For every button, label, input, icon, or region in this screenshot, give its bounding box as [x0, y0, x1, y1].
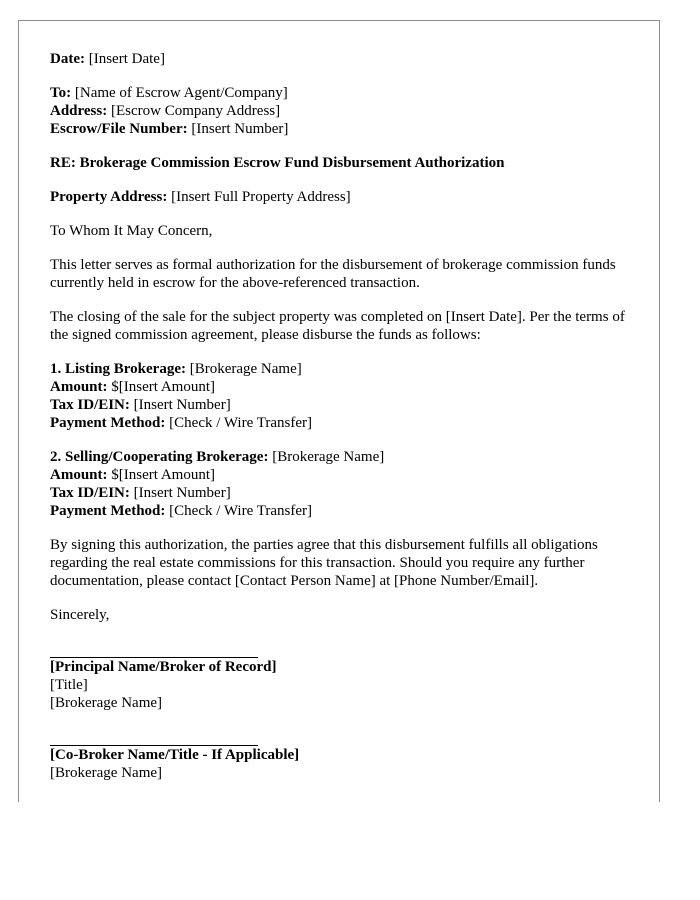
listing-tax-value: [Insert Number]	[133, 397, 231, 413]
listing-brokerage-label: 1. Listing Brokerage:	[50, 361, 186, 377]
paragraph-agreement: By signing this authorization, the parties agree that this disbursement fulfills all obligations regarding the real estate commissions for this transaction. Should you require any further documentation, please contact [Contact Person Name] at [Phone Number/Email].	[50, 537, 598, 589]
selling-amount-label: Amount:	[50, 467, 108, 483]
signature-line	[50, 728, 258, 746]
address-label: Address:	[50, 103, 108, 119]
selling-brokerage-label: 2. Selling/Cooperating Brokerage:	[50, 449, 269, 465]
listing-method-value: [Check / Wire Transfer]	[169, 415, 312, 431]
signature-block-principal	[50, 640, 640, 712]
listing-brokerage-block	[50, 360, 640, 432]
listing-method-line	[50, 414, 640, 432]
property-line	[50, 188, 640, 206]
closing: Sincerely,	[50, 607, 110, 623]
signer-name-text: [Principal Name/Broker of Record]	[50, 659, 277, 675]
recipient-block	[50, 84, 640, 138]
selling-brokerage-line	[50, 448, 640, 466]
to-value: [Name of Escrow Agent/Company]	[74, 85, 288, 101]
selling-amount-value: $[Insert Amount]	[111, 467, 215, 483]
paragraph-closing-details: The closing of the sale for the subject property was completed on [Insert Date]. Per the terms of the signed commission agreement, please disburse the funds as follows:	[50, 309, 625, 343]
co-broker-name	[50, 746, 640, 764]
selling-method-label: Payment Method:	[50, 503, 166, 519]
subject-line	[50, 154, 640, 172]
selling-method-value: [Check / Wire Transfer]	[169, 503, 312, 519]
listing-method-label: Payment Method:	[50, 415, 166, 431]
address-value: [Escrow Company Address]	[110, 103, 281, 119]
signature-line	[50, 640, 258, 658]
letter-page	[18, 20, 660, 802]
to-label: To:	[50, 85, 72, 101]
paragraph-authorization: This letter serves as formal authorization for the disbursement of brokerage commission funds currently held in escrow for the above-referenced transaction.	[50, 257, 616, 291]
co-broker-brokerage: [Brokerage Name]	[50, 765, 163, 781]
listing-tax-line	[50, 396, 640, 414]
letter-body	[50, 50, 640, 798]
property-label: Property Address:	[50, 189, 168, 205]
signature-block-co-broker	[50, 728, 640, 782]
selling-brokerage-block	[50, 448, 640, 520]
listing-amount-value: $[Insert Amount]	[111, 379, 215, 395]
subject-text: RE: Brokerage Commission Escrow Fund Disbursement Authorization	[50, 155, 505, 171]
listing-brokerage-value: [Brokerage Name]	[189, 361, 302, 377]
file-number-line	[50, 120, 640, 138]
signer-name	[50, 658, 640, 676]
date-label: Date:	[50, 51, 85, 67]
date-line	[50, 50, 640, 68]
listing-amount-label: Amount:	[50, 379, 108, 395]
listing-tax-label: Tax ID/EIN:	[50, 397, 130, 413]
to-line	[50, 84, 640, 102]
selling-tax-value: [Insert Number]	[133, 485, 231, 501]
selling-amount-line	[50, 466, 640, 484]
listing-brokerage-line	[50, 360, 640, 378]
listing-amount-line	[50, 378, 640, 396]
selling-tax-line	[50, 484, 640, 502]
address-line	[50, 102, 640, 120]
file-number-label: Escrow/File Number:	[50, 121, 188, 137]
selling-tax-label: Tax ID/EIN:	[50, 485, 130, 501]
signer-brokerage: [Brokerage Name]	[50, 695, 163, 711]
salutation: To Whom It May Concern,	[50, 223, 213, 239]
file-number-value: [Insert Number]	[191, 121, 289, 137]
co-broker-name-text: [Co-Broker Name/Title - If Applicable]	[50, 747, 300, 763]
property-value: [Insert Full Property Address]	[171, 189, 351, 205]
selling-brokerage-value: [Brokerage Name]	[272, 449, 385, 465]
date-value: [Insert Date]	[88, 51, 165, 67]
signer-title: [Title]	[50, 677, 88, 693]
selling-method-line	[50, 502, 640, 520]
